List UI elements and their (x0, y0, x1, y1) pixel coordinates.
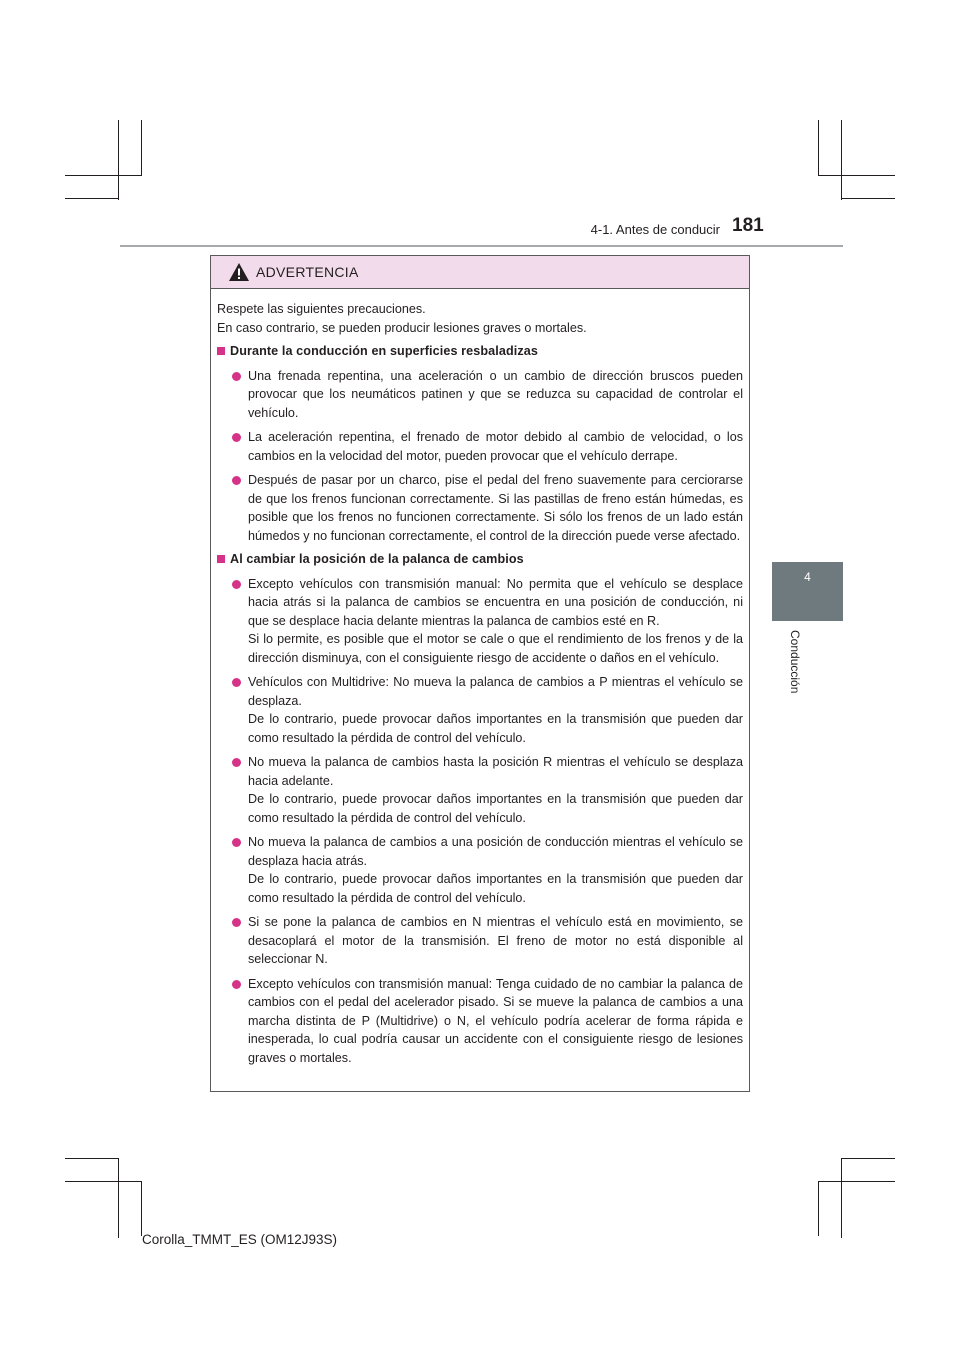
bullet-item (217, 428, 743, 465)
circle-bullet-icon (232, 580, 241, 589)
bullet-text: No mueva la palanca de cambios hasta la posición R mientras el vehículo se desplaza hacia adelante. (248, 755, 743, 788)
warning-header (211, 256, 749, 289)
square-bullet-icon (217, 347, 225, 355)
section-title: 4-1. Antes de conducir (590, 222, 720, 237)
crop-mark (818, 1181, 895, 1182)
warning-box (210, 255, 750, 1092)
crop-mark (118, 120, 119, 200)
crop-mark (841, 1158, 895, 1159)
crop-mark (841, 1158, 842, 1238)
intro-line: En caso contrario, se pueden producir lesiones graves o mortales. (217, 320, 587, 335)
crop-mark (818, 120, 819, 175)
section-heading-text: Durante la conducción en superficies resbaladizas (230, 344, 538, 358)
intro-line: Respete las siguientes precauciones. (217, 302, 426, 316)
document-code: Corolla_TMMT_ES (OM12J93S) (142, 1232, 338, 1247)
section-heading (217, 550, 743, 569)
warning-body (211, 289, 749, 1067)
bullet-text: Si lo permite, es posible que el motor se cale o que el rendimiento de los frenos y de la dirección disminuya, con el consiguiente riesgo de accidente o daños en el vehículo. (248, 632, 743, 665)
bullet-item (217, 673, 743, 747)
bullet-item (217, 833, 743, 907)
circle-bullet-icon (232, 918, 241, 927)
warning-title: ADVERTENCIA (256, 264, 359, 280)
bullet-text: Excepto vehículos con transmisión manual: Tenga cuidado de no cambiar la palanca de cambios con el pedal del acelerador pisado. Si se mueve la palanca de cambios a una marcha distinta de P (Multidrive) o N, el vehículo podría acelerar de forma rápida e inesperada, lo cual podría causar un accidente con el consiguiente riesgo de lesiones graves o mortales. (248, 976, 743, 1065)
circle-bullet-icon (232, 838, 241, 847)
page-number: 181 (732, 215, 764, 236)
bullet-text: De lo contrario, puede provocar daños importantes en la transmisión que pueden dar como resultado la pérdida de control del vehículo. (248, 792, 743, 825)
circle-bullet-icon (232, 476, 241, 485)
chapter-label-wrap (782, 630, 806, 710)
crop-mark (818, 175, 895, 176)
bullet-text: Excepto vehículos con transmisión manual: No permita que el vehículo se desplace hacia atrás si la palanca de cambios se encuentra en una posición de conducción, ni que se desplace hacia delante mientras la palanca de cambios esté en R. (248, 576, 743, 628)
bullet-item (217, 753, 743, 827)
circle-bullet-icon (232, 433, 241, 442)
section-heading (217, 342, 743, 361)
crop-mark (841, 198, 895, 199)
crop-mark (65, 198, 119, 199)
crop-mark (841, 120, 842, 200)
chapter-tab (772, 562, 843, 621)
bullet-text: No mueva la palanca de cambios a una posición de conducción mientras el vehículo se desplaza hacia atrás. (248, 835, 743, 868)
bullet-text: Después de pasar por un charco, pise el pedal del freno suavemente para cerciorarse de que los frenos funcionan correctamente. Si las pastillas de freno están húmedas, es posible que los frenos no funcionen correctamente. Si sólo los frenos de un lado están húmedos y no funcionan correctamente, el control de la dirección puede verse afectado. (248, 473, 743, 543)
bullet-text: Si se pone la palanca de cambios en N mientras el vehículo está en movimiento, se desacoplará el motor de la transmisión. El freno de motor no está disponible al seleccionar N. (248, 915, 743, 966)
crop-mark (818, 1181, 819, 1236)
crop-mark (141, 1181, 142, 1236)
crop-mark (65, 1181, 142, 1182)
bullet-text: Vehículos con Multidrive: No mueva la palanca de cambios a P mientras el vehículo se desplaza. (248, 675, 743, 708)
bullet-text: Una frenada repentina, una aceleración o un cambio de dirección bruscos pueden provocar que los neumáticos patinen y que se reduzca su capacidad de controlar el vehículo. (248, 368, 743, 420)
circle-bullet-icon (232, 758, 241, 767)
bullet-item (217, 913, 743, 969)
chapter-number: 4 (804, 570, 811, 584)
square-bullet-icon (217, 555, 225, 563)
circle-bullet-icon (232, 678, 241, 687)
bullet-text: De lo contrario, puede provocar daños importantes en la transmisión que pueden dar como resultado la pérdida de control del vehículo. (248, 872, 743, 905)
section-heading-text: Al cambiar la posición de la palanca de cambios (230, 552, 524, 566)
circle-bullet-icon (232, 980, 241, 989)
bullet-item (217, 975, 743, 1068)
bullet-item (217, 471, 743, 545)
crop-mark (118, 1158, 119, 1238)
crop-mark (65, 1158, 119, 1159)
header-rule (120, 245, 843, 247)
warning-triangle-icon (228, 262, 250, 282)
circle-bullet-icon (232, 372, 241, 381)
chapter-label: Conducción (788, 630, 802, 694)
bullet-text: De lo contrario, puede provocar daños importantes en la transmisión que pueden dar como resultado la pérdida de control del vehículo. (248, 712, 743, 745)
bullet-item (217, 575, 743, 668)
crop-mark (141, 120, 142, 175)
bullet-item (217, 367, 743, 423)
crop-mark (65, 175, 142, 176)
bullet-text: La aceleración repentina, el frenado de motor debido al cambio de velocidad, o los cambios en la velocidad del motor, pueden provocar que el vehículo derrape. (248, 430, 743, 463)
